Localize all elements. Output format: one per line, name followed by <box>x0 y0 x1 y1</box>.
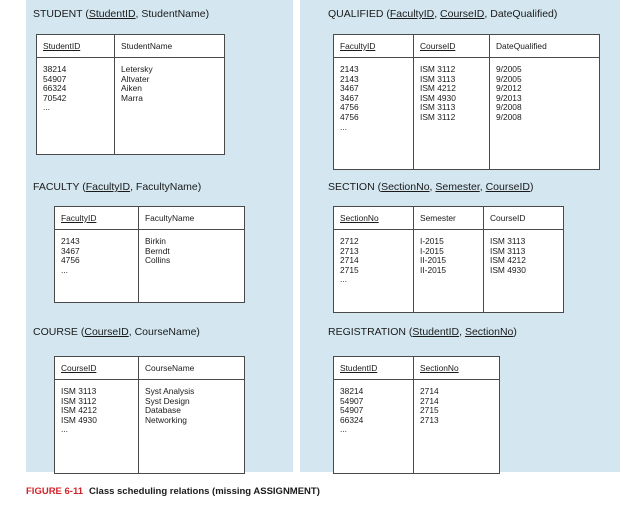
relation-attribute: StudentID <box>88 8 136 20</box>
table-row <box>334 380 500 474</box>
table-cell: 9/2008 <box>496 102 522 113</box>
column-header-label: FacultyID <box>340 41 376 51</box>
relation-attribute: FacultyName <box>135 181 198 193</box>
table-cell: Letersky <box>121 64 153 74</box>
table-cell: ISM 4930 <box>61 414 97 425</box>
figure-caption-text: Class scheduling relations (missing ASSIGNMENT) <box>89 486 320 497</box>
column-values <box>139 230 245 303</box>
column-header-label: FacultyName <box>145 213 195 223</box>
column-header <box>334 207 414 230</box>
ellipsis: ... <box>340 121 347 132</box>
relation-table <box>333 206 564 313</box>
table-cell: Networking <box>145 414 187 425</box>
table-cell: 66324 <box>340 414 364 425</box>
table-cell: 54907 <box>340 405 364 416</box>
table-cell: I-2015 <box>420 245 444 256</box>
column-values <box>414 380 500 474</box>
table-cell: Syst Analysis <box>145 386 195 396</box>
column-header-label: CourseID <box>490 213 526 223</box>
relation-attribute: CourseID <box>84 326 129 338</box>
relation-name: SECTION <box>328 181 375 193</box>
table-cell: ISM 4212 <box>61 405 97 416</box>
table-cell: 4756 <box>61 255 80 266</box>
table-cell: 9/2005 <box>496 64 522 74</box>
table-cell: 2713 <box>420 414 439 425</box>
relation-title: COURSE (CourseID, CourseName) <box>33 326 200 338</box>
relation-attribute: StudentName <box>141 8 206 20</box>
table-cell: 2143 <box>340 73 359 84</box>
table-cell: ISM 4212 <box>490 255 526 266</box>
ellipsis: ... <box>61 264 68 275</box>
relation-table <box>54 356 245 474</box>
column-header-label: Semester <box>420 213 456 223</box>
relation-attribute: SectionNo <box>464 326 514 338</box>
table-cell: ISM 3113 <box>420 102 456 113</box>
table-cell: 38214 <box>43 64 67 74</box>
table-cell: 9/2008 <box>496 111 522 122</box>
table-cell: 54907 <box>340 395 364 406</box>
column-values <box>37 58 115 155</box>
table-row <box>55 380 245 474</box>
column-values <box>414 58 490 170</box>
figure-number: FIGURE 6-11 <box>26 486 84 497</box>
table-cell: 2715 <box>340 264 359 275</box>
relation-table <box>333 356 500 474</box>
table-cell: ISM 4212 <box>420 83 456 94</box>
column-header-label: SectionNo <box>420 363 459 373</box>
table-cell: 2715 <box>420 405 439 416</box>
relation-attribute: DateQualified <box>490 8 554 20</box>
table-cell: I-2015 <box>420 236 444 246</box>
column-values <box>115 58 225 155</box>
relation-name: REGISTRATION <box>328 326 406 338</box>
table-cell: 2143 <box>340 64 359 74</box>
relation-attribute: FacultyID <box>85 181 131 193</box>
column-header <box>55 357 139 380</box>
column-header <box>414 357 500 380</box>
relation-attribute: StudentID <box>412 326 460 338</box>
column-values <box>490 58 600 170</box>
table-cell: ISM 3113 <box>490 236 526 246</box>
ellipsis: ... <box>43 102 50 113</box>
column-values <box>55 230 139 303</box>
relation-table <box>54 206 245 303</box>
column-values <box>414 230 484 313</box>
relation-attribute: CourseID <box>485 181 530 193</box>
relation-attribute: Semester <box>435 181 480 193</box>
relation-name: COURSE <box>33 326 78 338</box>
table-cell: ISM 3112 <box>61 395 97 406</box>
column-header <box>55 207 139 230</box>
column-header-label: CourseID <box>420 41 456 51</box>
table-cell: 2713 <box>340 245 359 256</box>
table-cell: 9/2012 <box>496 83 522 94</box>
table-cell: ISM 3113 <box>61 386 97 396</box>
column-values <box>334 58 414 170</box>
table-cell: ISM 4930 <box>490 264 526 275</box>
table-cell: 9/2005 <box>496 73 522 84</box>
relation-title: FACULTY (FacultyID, FacultyName) <box>33 181 202 193</box>
ellipsis: ... <box>340 424 347 435</box>
table-cell: II-2015 <box>420 264 447 275</box>
column-header-label: CourseName <box>145 363 195 373</box>
table-cell: 9/2013 <box>496 92 522 103</box>
table-cell: Aiken <box>121 83 142 94</box>
table-cell: ISM 4930 <box>420 92 456 103</box>
table-cell: 38214 <box>340 386 364 396</box>
table-row <box>55 230 245 303</box>
relation-attribute: FacultyID <box>389 8 435 20</box>
column-values <box>484 230 564 313</box>
table-row <box>37 58 225 155</box>
table-cell: ISM 3112 <box>420 64 456 74</box>
column-header <box>334 35 414 58</box>
table-row <box>334 230 564 313</box>
relation-name: STUDENT <box>33 8 83 20</box>
column-values <box>334 380 414 474</box>
table-cell: 2712 <box>340 236 359 246</box>
column-header-label: CourseID <box>61 363 97 373</box>
table-cell: II-2015 <box>420 255 447 266</box>
relation-attribute: SectionNo <box>381 181 430 193</box>
relation-title: STUDENT (StudentID, StudentName) <box>33 8 210 20</box>
table-row <box>334 58 600 170</box>
relation-table <box>36 34 225 155</box>
table-cell: Marra <box>121 92 143 103</box>
ellipsis: ... <box>340 274 347 285</box>
column-header <box>334 357 414 380</box>
column-values <box>55 380 139 474</box>
column-header <box>414 207 484 230</box>
table-cell: 3467 <box>340 83 359 94</box>
column-header <box>139 357 245 380</box>
column-header <box>139 207 245 230</box>
ellipsis: ... <box>61 424 68 435</box>
table-cell: 3467 <box>340 92 359 103</box>
table-cell: 2714 <box>420 395 439 406</box>
column-header-label: FacultyID <box>61 213 97 223</box>
figure-caption <box>26 486 320 497</box>
table-cell: 4756 <box>340 111 359 122</box>
table-cell: 2143 <box>61 236 80 246</box>
relation-name: QUALIFIED <box>328 8 384 20</box>
column-values <box>334 230 414 313</box>
column-header-label: DateQualified <box>496 41 547 51</box>
relation-table <box>333 34 600 170</box>
table-cell: 70542 <box>43 92 67 103</box>
table-cell: 2714 <box>340 255 359 266</box>
table-cell: ISM 3113 <box>420 73 456 84</box>
relation-attribute: CourseID <box>440 8 485 20</box>
column-header-label: StudentID <box>340 363 378 373</box>
relation-attribute: CourseName <box>134 326 197 338</box>
column-header <box>484 207 564 230</box>
column-values <box>139 380 245 474</box>
relation-name: FACULTY <box>33 181 80 193</box>
table-cell: 66324 <box>43 83 67 94</box>
table-cell: 2714 <box>420 386 439 396</box>
table-cell: Berndt <box>145 245 170 256</box>
column-header <box>115 35 225 58</box>
table-cell: Database <box>145 405 181 416</box>
column-header-label: SectionNo <box>340 213 379 223</box>
table-cell: ISM 3112 <box>420 111 456 122</box>
relation-title: QUALIFIED (FacultyID, CourseID, DateQualified) <box>328 8 558 20</box>
table-cell: Collins <box>145 255 171 266</box>
column-header <box>414 35 490 58</box>
table-cell: 3467 <box>61 245 80 256</box>
column-header <box>37 35 115 58</box>
column-header <box>490 35 600 58</box>
table-cell: 54907 <box>43 73 67 84</box>
column-header-label: StudentName <box>121 41 173 51</box>
table-cell: ISM 3113 <box>490 245 526 256</box>
relation-title: REGISTRATION (StudentID, SectionNo) <box>328 326 517 338</box>
table-cell: Syst Design <box>145 395 190 406</box>
table-cell: Birkin <box>145 236 166 246</box>
column-header-label: StudentID <box>43 41 81 51</box>
table-cell: 4756 <box>340 102 359 113</box>
table-cell: Altvater <box>121 73 150 84</box>
relation-title: SECTION (SectionNo, Semester, CourseID) <box>328 181 534 193</box>
